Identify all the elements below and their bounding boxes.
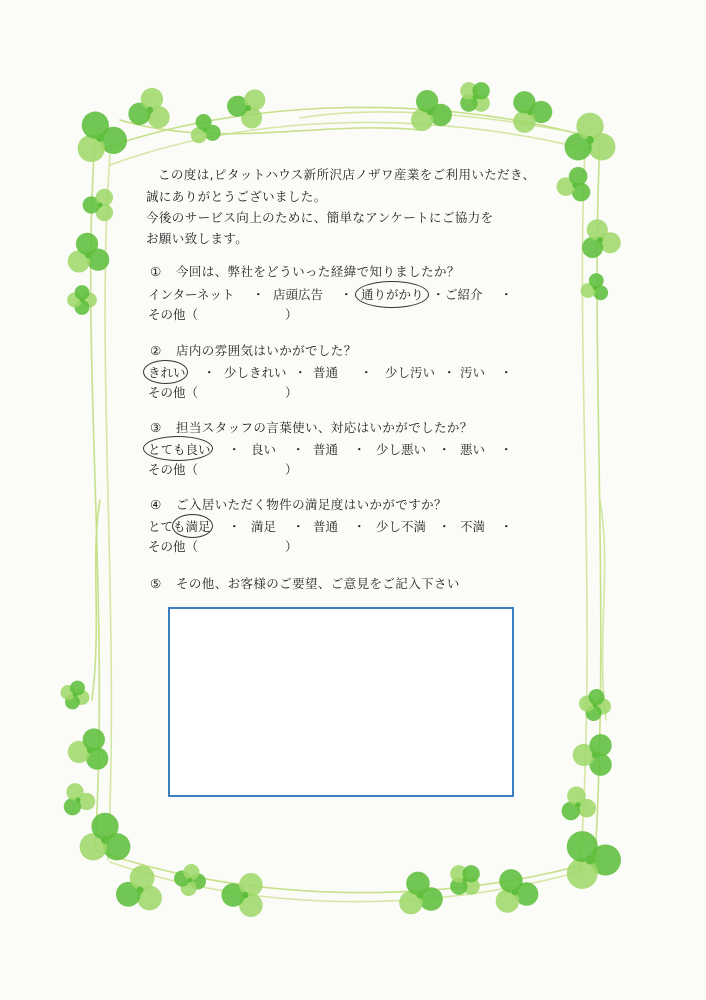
clover-leaf (78, 112, 127, 163)
q2-selected-circle (143, 360, 188, 384)
q4-option-somewhat-dissatisfied[interactable]: 少し不満 (376, 519, 427, 534)
q3-option-somewhat-bad[interactable]: 少し悪い (376, 442, 427, 457)
clover-leaf (450, 865, 480, 895)
q3-option-good[interactable]: 良い (251, 442, 277, 457)
q1-option-storefront-ad[interactable]: 店頭広告 (273, 287, 324, 302)
separator: ・ (500, 365, 513, 380)
q1-option-passing-by[interactable]: 通りがかり (361, 287, 424, 302)
question-4-number: ④ (150, 497, 162, 512)
q2-option-somewhat-dirty[interactable]: 少し汚い (385, 365, 436, 380)
q2-option-clean[interactable]: きれい (148, 365, 186, 380)
clover-leaf (562, 787, 596, 821)
separator: ・ (294, 365, 307, 380)
clover-leaf (80, 813, 131, 861)
separator: ・ (438, 519, 451, 534)
q3-other-close: ） (285, 462, 298, 477)
question-2-text: 店内の雰囲気はいかがでした？ (176, 343, 357, 358)
clover-leaf (557, 167, 591, 201)
q3-option-very-good[interactable]: とても良い (148, 442, 211, 457)
q2-other-close: ） (285, 385, 298, 400)
clover-leaf (573, 734, 612, 776)
intro-line-3: 今後のサービス向上のために、簡単なアンケートにご協力を (146, 210, 494, 225)
clover-leaf (68, 728, 108, 769)
q3-selected-circle (143, 436, 213, 461)
separator: ・ (438, 442, 451, 457)
q2-other-label[interactable]: その他（ (148, 385, 199, 400)
q1-other-close: ） (285, 307, 298, 322)
clover-leaf (582, 219, 621, 258)
question-5-text: その他、お客様のご要望、ご意見をご記入下さい (176, 576, 460, 591)
clover-leaf (496, 869, 539, 913)
q4-option-dissatisfied[interactable]: 不満 (460, 519, 486, 534)
q4-option-very-satisfied[interactable]: とても満足 (148, 519, 211, 534)
q4-other-close: ） (285, 539, 298, 554)
separator: ・ (353, 519, 366, 534)
q1-selected-circle (355, 281, 429, 308)
separator: ・ (500, 287, 513, 302)
separator: ・ (443, 365, 456, 380)
clover-leaf (68, 233, 110, 273)
question-3-text: 担当スタッフの言葉使い、対応はいかがでしたか？ (176, 420, 473, 435)
clover-leaf (174, 864, 206, 896)
clover-leaf (191, 114, 221, 143)
separator: ・ (500, 519, 513, 534)
question-1-number: ① (150, 264, 162, 279)
q3-option-average[interactable]: 普通 (313, 442, 339, 457)
separator: ・ (340, 287, 353, 302)
clover-leaf (221, 873, 262, 917)
q4-option-average[interactable]: 普通 (313, 519, 339, 534)
q1-option-referral[interactable]: ご紹介 (445, 287, 483, 302)
question-5-number: ⑤ (150, 576, 162, 591)
question-1-text: 今回は、弊社をどういった経緯で知りましたか？ (176, 264, 460, 279)
q3-option-bad[interactable]: 悪い (460, 442, 486, 457)
clover-leaf (399, 872, 443, 915)
q4-selected-circle (172, 514, 213, 538)
clover-leaf (411, 90, 452, 131)
q4-other-label[interactable]: その他（ (148, 539, 199, 554)
separator: ・ (292, 519, 305, 534)
separator: ・ (360, 365, 373, 380)
question-3-number: ③ (150, 420, 162, 435)
q2-option-average[interactable]: 普通 (313, 365, 339, 380)
clover-leaf (64, 783, 95, 815)
separator: ・ (292, 442, 305, 457)
clover-leaf (116, 865, 162, 910)
clover-leaf (460, 82, 490, 112)
clover-leaf (67, 285, 97, 315)
clover-leaf (83, 189, 113, 221)
q2-option-dirty[interactable]: 汚い (460, 365, 486, 380)
comment-textarea[interactable] (168, 607, 514, 797)
q3-other-label[interactable]: その他（ (148, 462, 199, 477)
intro-line-1: この度は,ピタットハウス新所沢店ノザワ産業をご利用いただき、 (158, 167, 536, 182)
clover-leaf (128, 88, 169, 128)
clover-leaf (227, 89, 265, 128)
q1-other-label[interactable]: その他（ (148, 307, 199, 322)
q2-option-somewhat-clean[interactable]: 少しきれい (224, 365, 287, 380)
intro-line-4: お願い致します。 (146, 231, 249, 246)
clover-leaf (565, 113, 616, 161)
intro-line-2: 誠にありがとうございました。 (146, 189, 327, 204)
q4-option-satisfied[interactable]: 満足 (251, 519, 277, 534)
separator: ・ (252, 287, 265, 302)
separator: ・ (228, 442, 241, 457)
clover-leaf (567, 831, 621, 889)
separator: ・ (500, 442, 513, 457)
separator: ・ (353, 442, 366, 457)
separator: ・ (203, 365, 216, 380)
separator: ・ (228, 519, 241, 534)
separator: ・ (432, 287, 445, 302)
question-4-text: ご入居いただく物件の満足度はいかがですか？ (176, 497, 447, 512)
q1-option-internet[interactable]: インターネット (148, 287, 235, 302)
clover-leaf (581, 273, 609, 300)
clover-leaf (61, 681, 90, 710)
question-2-number: ② (150, 343, 162, 358)
